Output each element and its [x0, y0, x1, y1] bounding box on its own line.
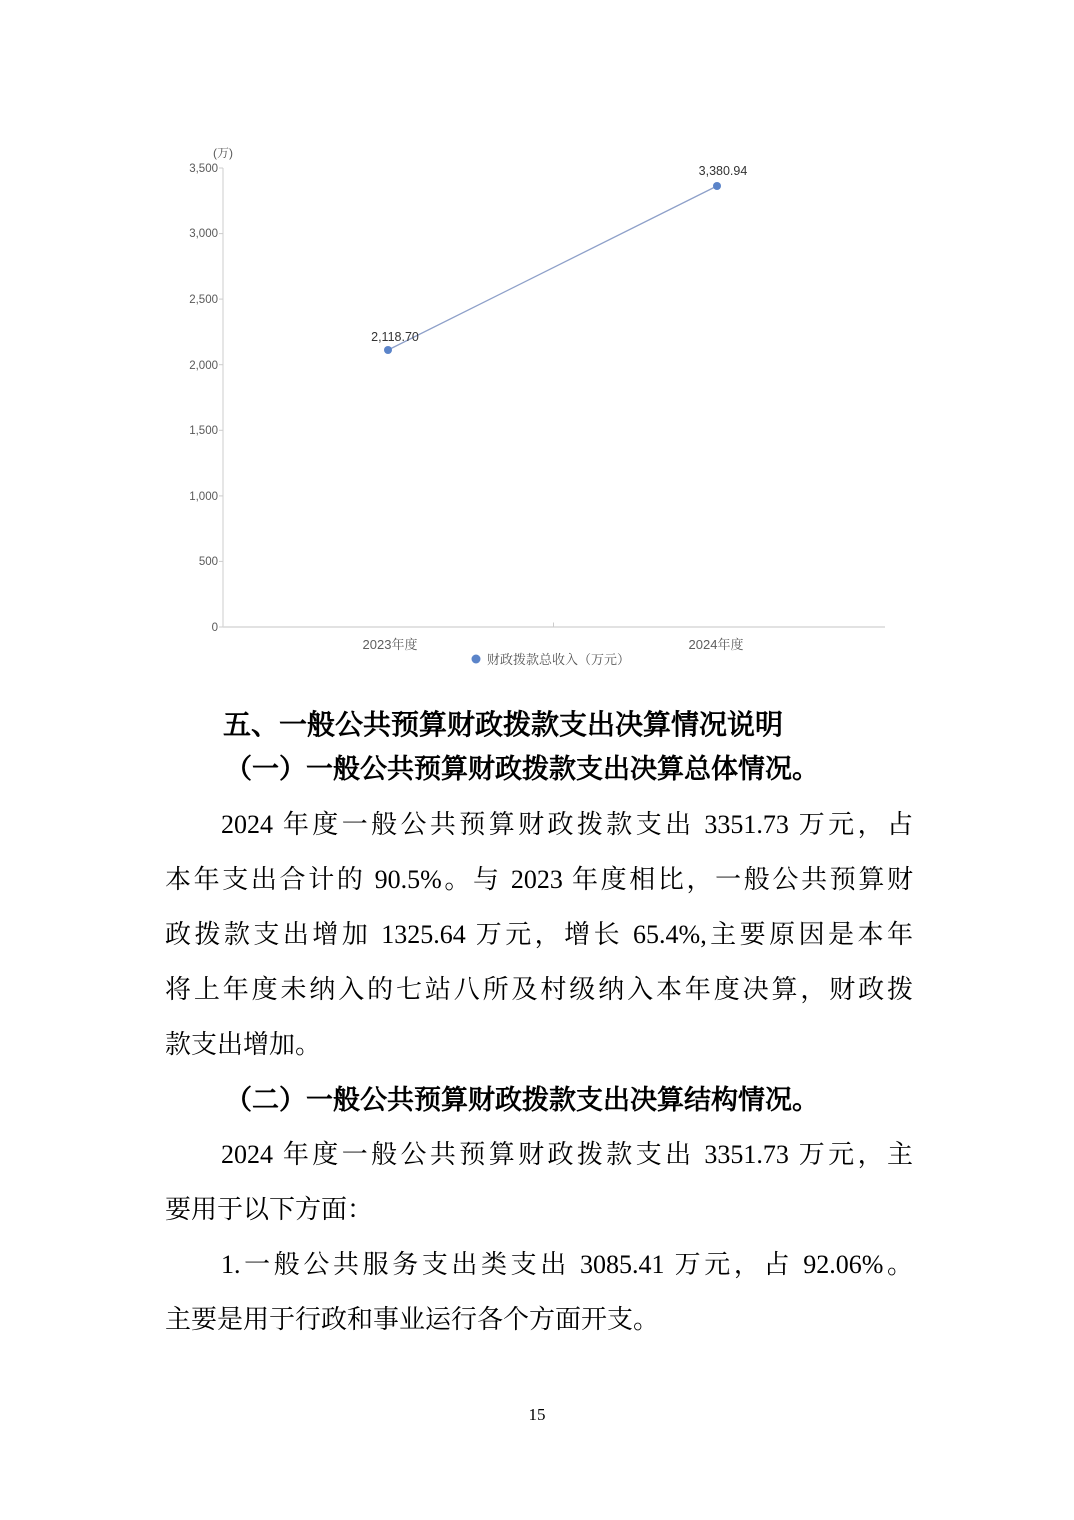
x-label-2023: 2023年度 — [362, 637, 418, 652]
subsection-heading-1: （一）一般公共预算财政拨款支出决算总体情况。 — [225, 754, 819, 784]
legend-label: 财政拨款总收入（万元） — [487, 652, 631, 667]
paragraph-1-line-3: 政拨款支出增加 1325.64 万元，增长 65.4%,主要原因是本年 — [165, 920, 913, 949]
y-tick-2000: 2,000 — [189, 360, 218, 372]
fiscal-income-line-chart — [185, 138, 895, 683]
paragraph-1-line-1: 2024 年度一般公共预算财政拨款支出 3351.73 万元，占 — [221, 810, 913, 839]
y-tick-3000: 3,000 — [189, 228, 218, 240]
paragraph-3-line-1: 1.一般公共服务支出类支出 3085.41 万元，占 92.06%。 — [221, 1250, 913, 1279]
y-axis-unit-label: (万) — [213, 146, 233, 160]
page-number: 15 — [528, 1405, 546, 1424]
data-point-2023 — [384, 346, 392, 354]
paragraph-1-line-4: 将上年度未纳入的七站八所及村级纳入本年度决算，财政拨 — [165, 975, 913, 1004]
y-tick-2500: 2,500 — [189, 294, 218, 306]
section-heading: 五、一般公共预算财政拨款支出决算情况说明 — [223, 709, 784, 740]
y-tick-0: 0 — [211, 622, 218, 634]
y-tick-500: 500 — [198, 556, 218, 568]
legend-dot-icon — [472, 655, 481, 664]
y-tick-3500: 3,500 — [189, 163, 218, 175]
series-line — [388, 186, 717, 350]
x-label-2024: 2024年度 — [688, 637, 744, 652]
paragraph-2-line-2: 要用于以下方面： — [165, 1195, 374, 1224]
data-label-2023: 2,118.70 — [371, 330, 419, 344]
paragraph-1-line-2: 本年支出合计的 90.5%。与 2023 年度相比，一般公共预算财 — [165, 865, 913, 894]
paragraph-1-line-5: 款支出增加。 — [165, 1030, 322, 1059]
y-tick-1000: 1,000 — [189, 491, 218, 503]
y-axis-ticks — [219, 168, 223, 627]
y-tick-1500: 1,500 — [189, 425, 218, 437]
subsection-heading-2: （二）一般公共预算财政拨款支出决算结构情况。 — [225, 1085, 819, 1115]
data-point-2024 — [713, 182, 721, 190]
data-label-2024: 3,380.94 — [698, 164, 748, 178]
chart-canvas — [185, 138, 895, 683]
paragraph-3-line-2: 主要是用于行政和事业运行各个方面开支。 — [165, 1305, 660, 1334]
paragraph-2-line-1: 2024 年度一般公共预算财政拨款支出 3351.73 万元，主 — [221, 1140, 913, 1169]
